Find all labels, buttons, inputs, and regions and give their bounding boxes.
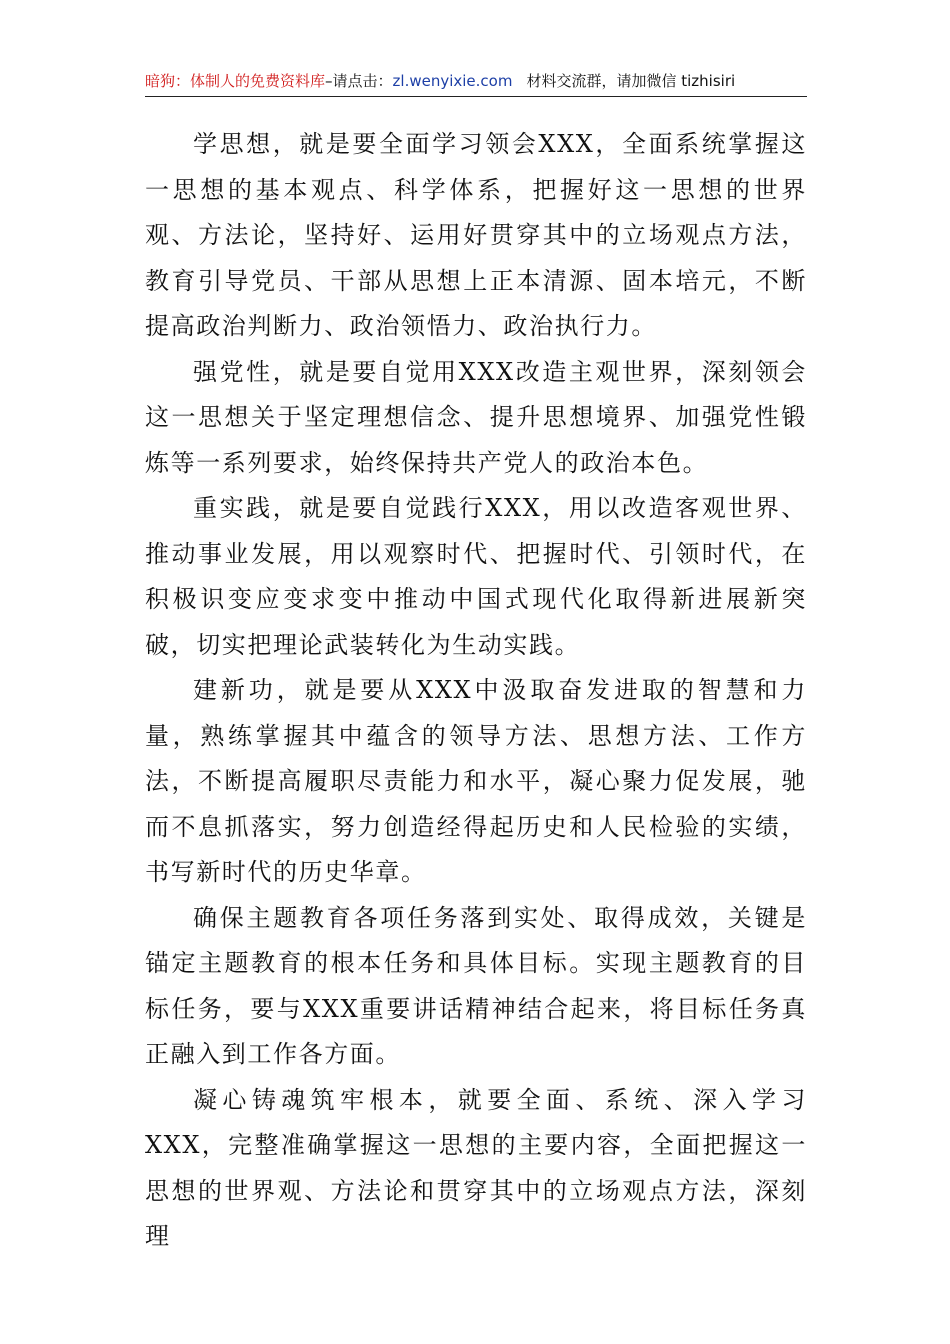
site-link[interactable]: zl.wenyixie.com <box>392 72 513 90</box>
group-contact: 材料交流群，请加微信 tizhisiri <box>526 72 736 90</box>
paragraph-study-thought: 学思想，就是要全面学习领会XXX，全面系统掌握这一思想的基本观点、科学体系，把握好这一思想的世界观、方法论，坚持好、运用好贯穿其中的立场观点方法，教育引导党员、干部从思想上正本清源、固本培元，不断提高政治判断力、政治领悟力、政治执行力。 <box>145 130 807 340</box>
paragraph-education-goals: 确保主题教育各项任务落到实处、取得成效，关键是锚定主题教育的根本任务和具体目标。实现主题教育的目标任务，要与XXX重要讲话精神结合起来，将目标任务真正融入到工作各方面。 <box>145 903 807 1068</box>
paragraph-new-merit: 建新功，就是要从XXX中汲取奋发进取的智慧和力量，熟练掌握其中蕴含的领导方法、思想方法、工作方法，不断提高履职尽责能力和水平，凝心聚力促发展，驰而不息抓落实，努力创造经得起历史和人民检验的实绩，书写新时代的历史华章。 <box>145 676 807 886</box>
document-body <box>145 122 807 1260</box>
click-prompt: –请点击： <box>325 72 393 90</box>
paragraph-forge-soul: 凝心铸魂筑牢根本，就要全面、系统、深入学习XXX，完整准确掌握这一思想的主要内容，全面把握这一思想的世界观、方法论和贯穿其中的立场观点方法，深刻理 <box>145 1085 807 1250</box>
site-name: 暗狗：体制人的免费资料库 <box>145 72 326 90</box>
page-header <box>145 66 807 97</box>
paragraph-practice: 重实践，就是要自觉践行XXX，用以改造客观世界、推动事业发展，用以观察时代、把握时代、引领时代，在积极识变应变求变中推动中国式现代化取得新进展新突破，切实把理论武装转化为生动实践。 <box>145 494 807 659</box>
paragraph-party-spirit: 强党性，就是要自觉用XXX改造主观世界，深刻领会这一思想关于坚定理想信念、提升思想境界、加强党性锻炼等一系列要求，始终保持共产党人的政治本色。 <box>145 357 807 477</box>
